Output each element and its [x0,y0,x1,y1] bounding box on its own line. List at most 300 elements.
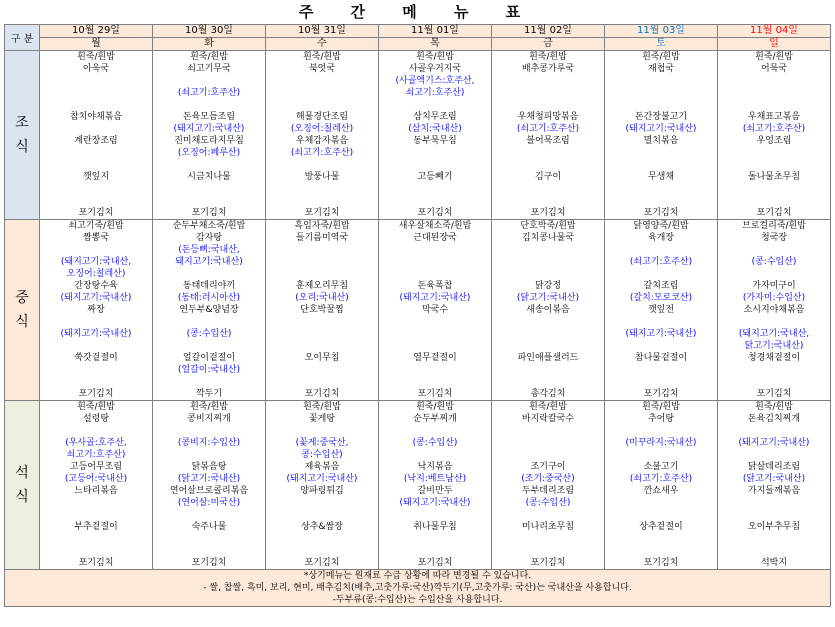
menu-item [153,316,265,328]
origin-note: (조기:중국산) [521,474,575,484]
menu-item: 동부묵무침 [413,136,457,146]
menu-item [718,497,830,509]
origin-note: 닭고기:국내산) [744,341,804,351]
menu-item: 포기김치 [417,208,453,218]
menu-item: 포기김치 [78,558,114,568]
menu-item [40,364,152,376]
menu-item: 단호박꿀찜 [300,305,344,315]
origin-note: (가자미:수입산) [742,293,806,303]
menu-item [492,159,604,171]
menu-cell [40,401,153,570]
menu-item: 흰죽/흰밥 [416,52,454,62]
menu-item [718,183,830,195]
menu-item [718,509,830,521]
origin-note: (쇠고기:호주산) [516,124,580,134]
day-name: 월 [40,38,153,51]
menu-item [40,316,152,328]
menu-item: 깍두기 [195,389,223,399]
menu-item: 가지들깨볶음 [747,486,801,496]
menu-item: 흰죽/흰밥 [416,402,454,412]
menu-item [605,316,717,328]
menu-item: 새송이볶음 [526,305,570,315]
origin-note: (오리:국내산) [295,293,349,303]
menu-item: 설렁탕 [82,414,110,424]
menu-item: 연두부&양념장 [179,305,239,315]
origin-note: (연어살:미국산) [177,498,241,508]
menu-item: 쑥갓겉절이 [74,353,118,363]
origin-note: (얼갈이:국내산) [177,365,241,375]
menu-item: 삼치무조림 [413,112,457,122]
menu-item: 사골우거지국 [408,64,462,74]
menu-item: 짜장 [87,305,105,315]
menu-item [266,376,378,388]
menu-item [492,509,604,521]
menu-item: 돈육김치찌개 [747,414,801,424]
menu-item [718,316,830,328]
menu-item [379,159,491,171]
origin-note: 돼지고기:국내산) [175,257,243,267]
meal-section-row [5,51,831,220]
menu-item [605,545,717,557]
menu-item: 포기김치 [191,558,227,568]
menu-item: 짬뽕국 [82,233,110,243]
menu-item [492,195,604,207]
notes-cell [5,570,831,607]
menu-item [266,545,378,557]
menu-item [40,545,152,557]
menu-item: 닭강정 [534,281,562,291]
menu-item: 우체감자볶음 [295,136,349,146]
menu-item: 포기김치 [756,208,792,218]
menu-item: 총각김치 [530,389,566,399]
menu-item [40,75,152,87]
menu-item: 포기김치 [304,208,340,218]
menu-item [718,268,830,280]
menu-cell [153,220,266,401]
menu-item: 고등빼기 [417,172,453,182]
menu-item [605,497,717,509]
menu-item [40,147,152,159]
menu-item [605,268,717,280]
menu-item [492,147,604,159]
menu-item: 포기김치 [756,389,792,399]
menu-item: 두부데리조림 [521,486,575,496]
menu-item: 김치콩나물국 [521,233,575,243]
origin-note: (돼지고기:국내산) [399,498,471,508]
menu-item [266,509,378,521]
day-name: 화 [153,38,266,51]
menu-item: 참치야채볶음 [69,112,123,122]
origin-note: 오징어:칠레산) [66,269,126,279]
origin-note: (돼지고기:국내산, [738,329,810,339]
menu-item: 우채청피망볶음 [517,112,579,122]
origin-note: (돼지고기:국내산) [173,124,245,134]
menu-item: 근대된장국 [413,233,457,243]
menu-item: 미나리초무침 [521,522,575,532]
header-date-row [5,25,831,38]
menu-item: 양파링튀김 [300,486,344,496]
origin-note: (돼지고기:국내산) [625,124,697,134]
meal-section-label-text: 석 식 [15,465,29,505]
menu-item [379,183,491,195]
menu-item [40,244,152,256]
menu-cell [605,51,718,220]
menu-item: 오이부추무침 [747,522,801,532]
menu-cell [40,51,153,220]
menu-item [492,328,604,340]
meal-section-label-text: 조 식 [15,115,29,155]
menu-item [266,328,378,340]
menu-item [718,99,830,111]
menu-cell [40,220,153,401]
note-line: *상기메뉴는 원재료 수급 상황에 따라 변경될 수 있습니다. [303,571,532,581]
menu-item [379,425,491,437]
notes-row [5,570,831,607]
menu-cell [718,401,831,570]
menu-item: 흰죽/흰밥 [755,402,793,412]
origin-note: (쇠고기:호주산) [742,124,806,134]
menu-item: 흰죽/흰밥 [190,52,228,62]
day-name: 수 [266,38,379,51]
menu-cell [153,51,266,220]
menu-item [40,340,152,352]
menu-cell [153,401,266,570]
menu-item: 상추&쌈장 [301,522,343,532]
menu-item [718,425,830,437]
meal-section-row [5,220,831,401]
menu-item [718,195,830,207]
note-line: - 쌀, 찹쌀, 흑미, 보리, 현미, 배추김치(배추,고춧가루:국산)깍두기(무,고춧가루: 국산)는 국내산을 사용합니다. [203,583,632,593]
origin-note: (쇠고기:호주산) [629,474,693,484]
menu-cell [605,401,718,570]
meal-section-label-text: 중 식 [15,290,29,330]
origin-note: (사골엑기스:호주산, [395,76,475,86]
menu-item: 연어살브로콜리볶음 [169,486,249,496]
menu-item: 추어탕 [647,414,675,424]
menu-item [605,159,717,171]
menu-cell [492,220,605,401]
menu-item [153,340,265,352]
menu-item [718,87,830,99]
menu-item [266,75,378,87]
menu-item: 흰죽/흰밥 [303,52,341,62]
menu-item: 부추겉절이 [74,522,118,532]
menu-item [492,533,604,545]
menu-item [605,364,717,376]
origin-note: (닭고기:국내산) [516,293,580,303]
meal-section-label [5,220,40,401]
menu-item [40,376,152,388]
origin-note: (돼지고기:국내산) [60,329,132,339]
menu-item [266,364,378,376]
menu-item [718,533,830,545]
menu-item [605,244,717,256]
menu-item: 흑임자죽/흰밥 [294,221,350,231]
day-date: 11월 03일 [605,25,718,38]
menu-cell [379,220,492,401]
gubun-header: 구 분 [5,25,40,51]
menu-item: 오이무침 [304,353,340,363]
menu-item: 깻잎지 [82,172,110,182]
menu-item [40,123,152,135]
menu-item: 소시지야채볶음 [743,305,805,315]
menu-item: 청경채겉절이 [747,353,801,363]
menu-item [605,340,717,352]
menu-item: 바지락칼국수 [521,414,575,424]
menu-item [492,437,604,449]
menu-item [266,340,378,352]
origin-note: (쇠고기:호주산) [629,257,693,267]
menu-item [153,545,265,557]
menu-item [605,99,717,111]
menu-item: 소불고기 [643,462,679,472]
menu-item: 열무겉절이 [413,353,457,363]
origin-note: (콩:수입산) [186,329,232,339]
menu-item: 브로컬리죽/흰밥 [742,221,806,231]
menu-item: 꽃게탕 [308,414,336,424]
menu-item [718,545,830,557]
menu-item: 청국장 [760,233,788,243]
menu-item: 방풍나물 [304,172,340,182]
menu-item [40,497,152,509]
menu-item: 포기김치 [643,208,679,218]
menu-item: 해물경단조림 [295,112,349,122]
menu-item [153,75,265,87]
origin-note: 쇠고기:호주산) [66,450,126,460]
menu-item: 포기김치 [304,389,340,399]
menu-item: 우채표고볶음 [747,112,801,122]
menu-item: 훈제오리무침 [295,281,349,291]
menu-item: 흰죽/흰밥 [303,402,341,412]
menu-item [153,509,265,521]
menu-item [492,183,604,195]
menu-item: 블어묵조림 [526,136,570,146]
day-date: 10월 29일 [40,25,153,38]
menu-item: 갈치조림 [643,281,679,291]
origin-note: (닭고기:국내산) [742,474,806,484]
menu-item: 포기김치 [643,558,679,568]
menu-item [153,425,265,437]
menu-item [718,75,830,87]
menu-item [40,183,152,195]
menu-item: 배추콩가루국 [521,64,575,74]
menu-item: 돌나물초무침 [747,172,801,182]
menu-item [379,195,491,207]
menu-item: 시금치나물 [187,172,231,182]
menu-item [492,256,604,268]
menu-table [4,24,831,607]
day-date: 11월 04일 [718,25,831,38]
menu-item [492,75,604,87]
menu-item: 가자미구이 [752,281,796,291]
meal-section-label [5,51,40,220]
menu-item: 간장탕수육 [74,281,118,291]
menu-item: 흰죽/흰밥 [190,402,228,412]
menu-item: 새우살채소죽/흰밥 [398,221,472,231]
origin-note: (돼지고기:국내산) [60,293,132,303]
menu-item: 감자탕 [195,233,223,243]
menu-item: 흰죽/흰밥 [755,52,793,62]
day-name: 토 [605,38,718,51]
menu-item [153,533,265,545]
menu-item [266,425,378,437]
menu-item: 숙주나물 [191,522,227,532]
menu-item [266,316,378,328]
menu-item [379,99,491,111]
menu-item [605,376,717,388]
menu-item [492,425,604,437]
menu-item: 포기김치 [530,558,566,568]
origin-note: (오징어:칠레산) [290,124,354,134]
menu-item: 깻잎전 [647,305,675,315]
menu-item [605,449,717,461]
menu-item: 무생채 [647,172,675,182]
menu-item [718,376,830,388]
menu-item: 진미채도라지무침 [174,136,244,146]
menu-item [605,147,717,159]
menu-item [379,244,491,256]
menu-item [153,159,265,171]
origin-note: (닭고기:국내산) [177,474,241,484]
menu-item: 돈간장불고기 [634,112,688,122]
menu-item [605,509,717,521]
menu-item: 멸치볶음 [643,136,679,146]
menu-item: 낙지볶음 [417,462,453,472]
menu-item [153,195,265,207]
menu-item [266,159,378,171]
menu-item: 재첩국 [647,64,675,74]
menu-item: 어묵국 [760,64,788,74]
menu-item [379,340,491,352]
menu-item: 포기김치 [417,389,453,399]
menu-cell [379,401,492,570]
menu-item: 돈육폭찹 [417,281,453,291]
menu-item: 닭영양죽/흰밥 [633,221,689,231]
menu-item: 석박지 [760,558,788,568]
menu-item [718,244,830,256]
menu-item [266,268,378,280]
day-date: 10월 30일 [153,25,266,38]
origin-note: (미꾸라지:국내산) [625,438,697,448]
menu-item: 조기구이 [530,462,566,472]
menu-item [718,364,830,376]
menu-item [266,195,378,207]
origin-note: (고등어:국내산) [64,474,128,484]
menu-item [40,533,152,545]
menu-item [605,425,717,437]
menu-item: 아욱국 [82,64,110,74]
menu-item: 포기김치 [78,389,114,399]
origin-note: (삼치:국내산) [408,124,462,134]
menu-item [379,533,491,545]
menu-item [718,147,830,159]
menu-item: 쇠고기죽/흰밥 [68,221,124,231]
menu-item: 파인애플샐러드 [517,353,579,363]
menu-item: 순두부채소죽/흰밥 [172,221,246,231]
menu-item [605,87,717,99]
menu-item: 막국수 [421,305,449,315]
origin-note: (동태:러시아산) [177,293,241,303]
menu-item: 흰죽/흰밥 [642,52,680,62]
origin-note: 쇠고기:호주산) [405,88,465,98]
menu-item [266,533,378,545]
menu-item [379,545,491,557]
menu-item [266,99,378,111]
menu-item: 우엉조림 [756,136,792,146]
menu-item: 콩비지찌개 [187,414,231,424]
menu-item: 북엇국 [308,64,336,74]
menu-item: 고등어무조림 [69,462,123,472]
menu-item: 포기김치 [530,208,566,218]
menu-item [40,195,152,207]
menu-item: 흰죽/흰밥 [77,402,115,412]
menu-item: 포기김치 [417,558,453,568]
meal-section-label [5,401,40,570]
menu-item: 갈비만두 [417,486,453,496]
menu-cell [718,51,831,220]
origin-note: (콩:수입산) [525,498,571,508]
menu-cell [266,51,379,220]
menu-item [379,509,491,521]
origin-note: (오징어:페루산) [177,148,241,158]
origin-note: (돼지고기:국내산) [399,293,471,303]
menu-cell [379,51,492,220]
menu-cell [605,220,718,401]
origin-note: (우사골:호주산, [65,438,127,448]
menu-item: 돈육모듬조림 [182,112,236,122]
menu-item [379,328,491,340]
menu-item: 얼갈이겉절이 [182,353,236,363]
menu-item [379,147,491,159]
menu-cell [492,401,605,570]
menu-item [379,364,491,376]
origin-note: (쇠고기:호주산) [290,148,354,158]
menu-item [492,364,604,376]
note-line: -두부류(콩:수입산)는 수입산을 사용합니다. [332,595,503,605]
menu-cell [718,220,831,401]
menu-item: 취나물무침 [413,522,457,532]
menu-item: 깐쇼새우 [643,486,679,496]
menu-item [605,195,717,207]
menu-item [266,244,378,256]
menu-item: 닭볶음탕 [191,462,227,472]
menu-item: 계란장조림 [74,136,118,146]
menu-item: 닭살데리조림 [747,462,801,472]
menu-item: 흰죽/흰밥 [642,402,680,412]
menu-item [40,425,152,437]
menu-item [379,268,491,280]
menu-item: 포기김치 [304,558,340,568]
menu-item [492,449,604,461]
menu-item: 쇠고기무국 [187,64,231,74]
menu-item [379,256,491,268]
menu-item [492,316,604,328]
menu-item: 제육볶음 [304,462,340,472]
origin-note: (콩비지:수입산) [177,438,241,448]
day-date: 11월 01일 [379,25,492,38]
menu-item [492,545,604,557]
menu-item [379,316,491,328]
day-date: 11월 02일 [492,25,605,38]
menu-item [266,256,378,268]
origin-note: (콩:수입산) [751,257,797,267]
origin-note: (돼지고기:국내산, [60,257,132,267]
origin-note: 콩:수입산) [301,450,343,460]
menu-item [605,533,717,545]
menu-item: 흰죽/흰밥 [529,52,567,62]
menu-item: 동태데리야끼 [182,281,236,291]
menu-item: 포기김치 [643,389,679,399]
